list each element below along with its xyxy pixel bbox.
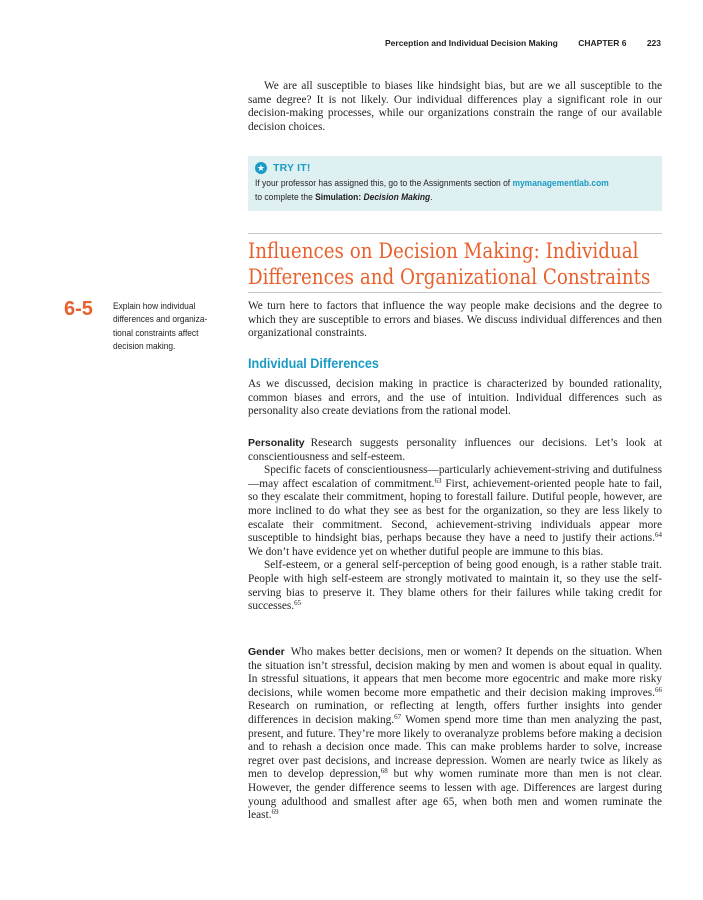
footnote-ref: 64 (655, 531, 662, 540)
try-it-line2-suffix: . (430, 192, 433, 202)
gender-heading: Gender (248, 646, 285, 658)
footnote-ref: 65 (294, 599, 302, 608)
gender-paragraph (248, 646, 662, 823)
footnote-ref: 63 (434, 476, 442, 485)
footnote-ref: 69 (271, 808, 279, 817)
personality-p2-a: Specific facets of conscientiousness—particularly achievement-striving and dutifulness—may affect escalation of commitment. (248, 464, 662, 490)
try-it-line1-prefix: If your professor has assigned this, go to the Assignments section of (255, 178, 513, 188)
intro-block (248, 80, 662, 134)
footnote-ref: 67 (394, 712, 402, 721)
gender-p-b: Research on rumination, or reflecting at length, offers further insights into gender differences in decision making. (248, 700, 662, 726)
footnote-ref: 68 (380, 767, 388, 776)
personality-block (248, 437, 662, 614)
try-it-title (255, 162, 662, 174)
title-underline (248, 292, 662, 293)
chapter-title: Perception and Individual Decision Making (385, 38, 558, 48)
try-it-box (248, 156, 662, 211)
gender-p-c: Women spend more time than men analyzing the past, present, and future. They’re more likely to overanalyze problems before making a decision and to rehash a decision once made. This can make problems harder to solve, increase regret over past decisions, and increase depression. Women are nearly twice as likely as men to develop depression, (248, 713, 662, 781)
gender-p-a: Who makes better decisions, men or women? It depends on the situation. When the situation isn’t stressful, decision making by men and women is about equal in quality. In stressful situations, it appears that men become more egocentric and make more risky decisions, while women become more empathetic and their decision making improves. (248, 646, 662, 699)
mymanagementlab-link[interactable]: mymanagementlab.com (512, 178, 609, 188)
try-it-line2-prefix: to complete the (255, 192, 316, 202)
intro-paragraph: We are all susceptible to biases like hindsight bias, but are we all susceptible to the same degree? It is not likely. Our individual differences play a significant role in our decision-making processes, while our organizations constrain the range of our available decision choices. (248, 80, 662, 133)
section-intro: We turn here to factors that influence the way people make decisions and the degree to which they are susceptible to errors and biases. We discuss individual differences and then organizational constraints. (248, 300, 662, 340)
personality-p2 (248, 464, 662, 559)
learning-objective-number: 6-5 (64, 298, 93, 320)
star-icon: ★ (256, 163, 266, 173)
personality-p3 (248, 559, 662, 613)
try-it-label: TRY IT! (273, 162, 311, 174)
page-number: 223 (646, 38, 661, 48)
individual-intro: As we discussed, decision making in practice is characterized by bounded rationality, common biases and errors, and the use of intuition. Individual differences such as personality also create deviations from the rational model. (248, 378, 662, 418)
gender-block (248, 646, 662, 823)
footnote-ref: 66 (655, 685, 662, 694)
section-title-line1: Influences on Decision Making: Individual (248, 239, 639, 263)
simulation-label: Simulation: (315, 192, 364, 202)
subheading-individual-differences: Individual Differences (248, 355, 379, 371)
personality-p3-a: Self-esteem, or a general self-perception of being good enough, is a rather stable trait. People with high self-esteem are strongly motivated to maintain it, so they use the self-serving bias to preserve it. They blame others for their failures while taking credit for successes. (248, 559, 662, 613)
try-it-body (255, 176, 629, 204)
section-intro-block (248, 300, 662, 341)
chapter-label: CHAPTER 6 (578, 38, 627, 48)
section-divider (248, 233, 662, 234)
section-title (248, 238, 651, 290)
personality-p2-c: We don’t have evidence yet on whether dutiful people are immune to this bias. (248, 545, 604, 558)
learning-objective-text: Explain how individual differences and organiza-tional constraints affect decision making. (113, 301, 208, 352)
personality-p1-text: Research suggests personality influences our decisions. Let’s look at conscientiousness and self-esteem. (248, 437, 662, 463)
gender-p-d: but why women ruminate more than men is not clear. However, the gender difference seems to lessen with age. Differences are largest during young adulthood and smallest after age 65, when both men and women ruminate the least. (248, 768, 663, 822)
section-title-line2: Differences and Organizational Constraints (248, 265, 651, 289)
personality-p1 (248, 437, 662, 464)
running-header (385, 38, 661, 48)
personality-heading: Personality (248, 437, 305, 449)
simulation-name: Decision Making (363, 192, 431, 202)
individual-intro-block (248, 378, 662, 419)
personality-p2-b: First, achievement-oriented people hate to fail, so they escalate their commitment, hoping to forestall failure. Dutiful people, however, are more inclined to do what they see as best for the organization, so they are less likely to escalate their commitment. Second, achievement-striving individuals appear more susceptible to hindsight bias, perhaps because they have a need to justify their actions. (248, 477, 662, 545)
